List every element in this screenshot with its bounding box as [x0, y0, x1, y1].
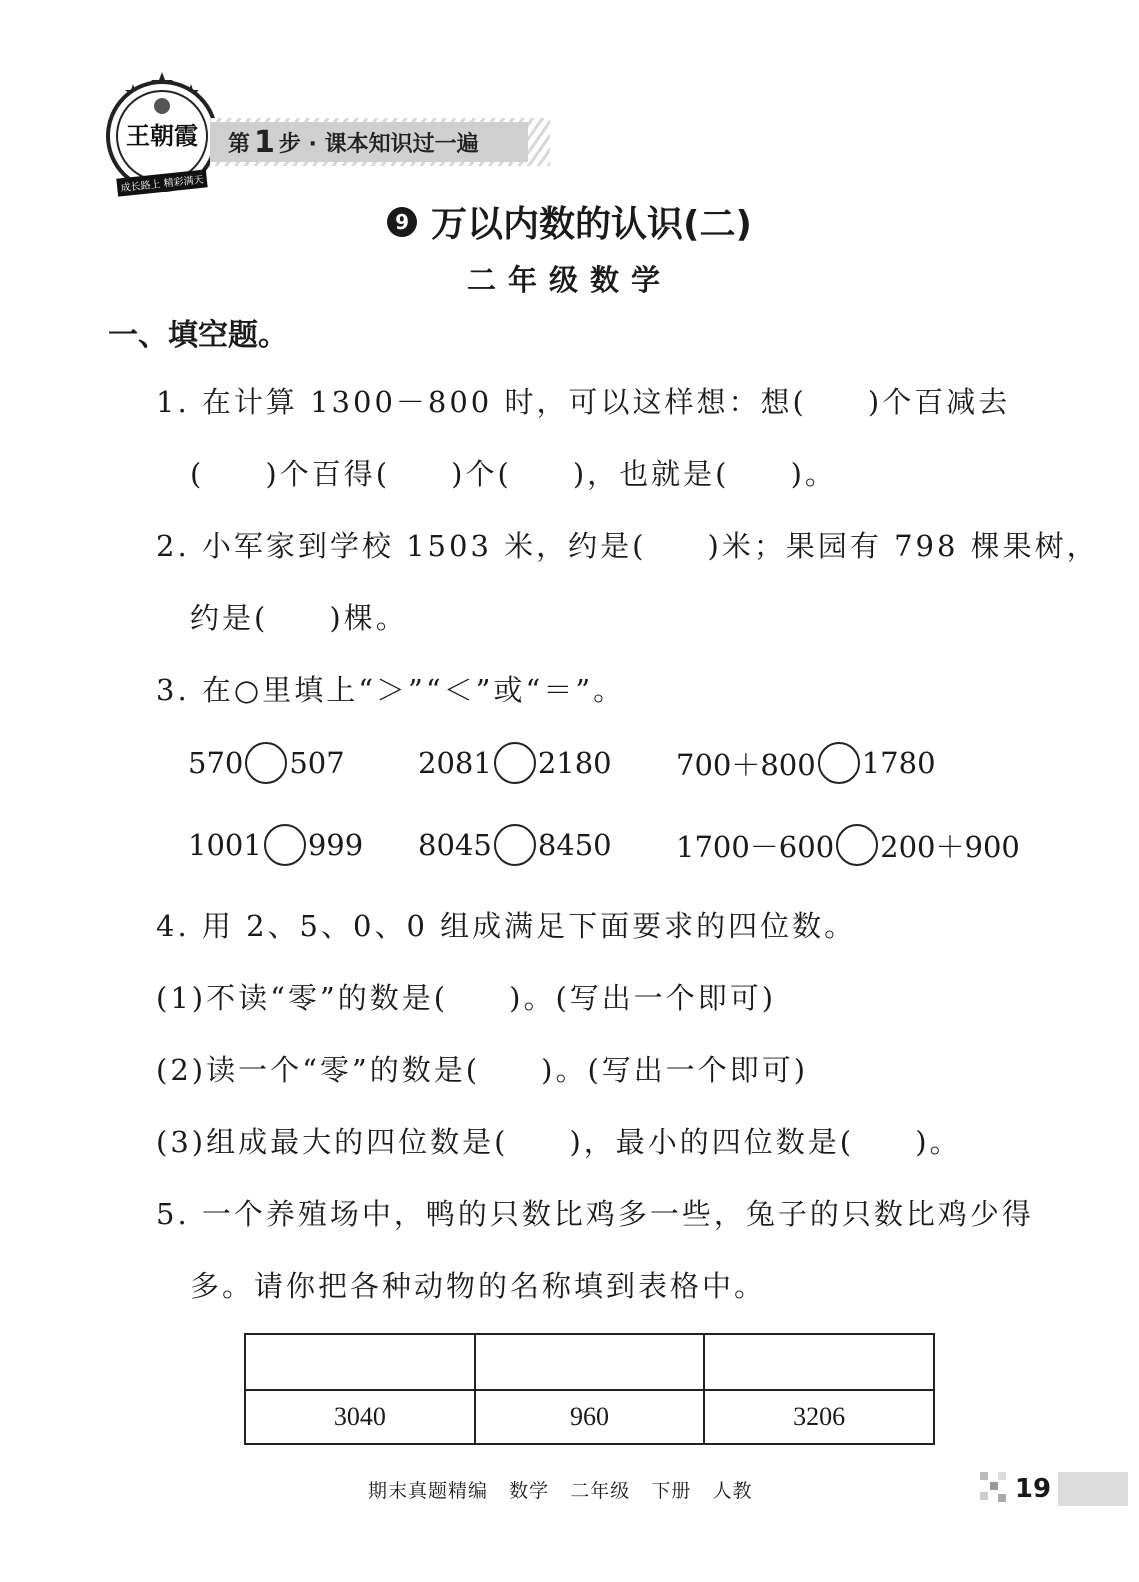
question-2-line-2: 约是( )棵。	[190, 601, 408, 635]
step-number: 1	[254, 124, 275, 160]
answer-circle[interactable]	[836, 824, 878, 866]
answer-circle[interactable]	[264, 824, 306, 866]
table-cell: 960	[475, 1390, 704, 1444]
comparison-left: 2081	[418, 746, 492, 780]
comparison-item	[418, 824, 612, 866]
comparison-left: 700＋800	[676, 747, 816, 782]
section-title: 一、填空题。	[108, 318, 288, 353]
step-label: 步 · 课本知识过一遍	[278, 131, 479, 157]
table-cell-input[interactable]	[245, 1334, 475, 1390]
comparison-item	[676, 824, 1020, 866]
question-4: 4. 用 2、5、0、0 组成满足下面要求的四位数。	[156, 909, 857, 943]
step-banner	[210, 118, 550, 166]
comparison-left: 570	[188, 746, 244, 780]
footer-text: 期末真题精编 数学 二年级 下册 人教	[368, 1480, 753, 1502]
comparison-right: 999	[307, 828, 364, 862]
table-row	[245, 1390, 934, 1444]
question-4-part-1: (1)不读“零”的数是( )。(写出一个即可)	[156, 981, 777, 1015]
question-2-line-1: 2. 小军家到学校 1503 米，约是( )米；果园有 798 棵果树，	[156, 529, 1099, 563]
lesson-title-text: 万以内数的认识(二)	[431, 204, 752, 245]
answer-circle[interactable]	[818, 742, 860, 784]
page-decoration	[980, 1472, 1008, 1506]
comparison-left: 1700－600	[676, 829, 835, 864]
answer-circle[interactable]	[494, 824, 536, 866]
lesson-subtitle: 二年级数学	[466, 263, 672, 297]
comparison-right: 200＋900	[880, 829, 1020, 864]
comparison-item	[188, 742, 345, 784]
comparison-right: 8450	[537, 828, 612, 862]
question-5-line-2: 多。请你把各种动物的名称填到表格中。	[190, 1269, 767, 1303]
question-4-part-3: (3)组成最大的四位数是( )，最小的四位数是( )。	[156, 1125, 962, 1159]
svg-text:王朝霞: 王朝霞	[126, 121, 198, 150]
svg-text:成长路上 精彩满天: 成长路上 精彩满天	[120, 174, 205, 195]
page-bar	[1058, 1472, 1128, 1506]
comparison-right: 507	[289, 746, 345, 780]
step-prefix: 第	[228, 131, 251, 157]
lesson-title	[0, 196, 1139, 247]
lesson-number-badge: 9	[387, 207, 417, 237]
page-number: 19	[1008, 1472, 1058, 1506]
comparison-item	[676, 742, 936, 784]
table-row	[245, 1334, 934, 1390]
question-3: 3. 在○里填上“＞”“＜”或“＝”。	[156, 673, 626, 707]
comparison-item	[418, 742, 612, 784]
animal-table	[244, 1333, 935, 1445]
table-cell-input[interactable]	[704, 1334, 934, 1390]
table-cell-input[interactable]	[475, 1334, 704, 1390]
comparison-right: 2180	[537, 746, 612, 780]
comparison-item	[188, 824, 363, 866]
question-5-line-1: 5. 一个养殖场中，鸭的只数比鸡多一些，兔子的只数比鸡少得	[156, 1197, 1034, 1231]
brand-logo	[103, 70, 221, 200]
question-1-line-2: ( )个百得( )个( )，也就是( )。	[190, 457, 837, 491]
answer-circle[interactable]	[245, 742, 287, 784]
table-cell: 3206	[704, 1390, 934, 1444]
comparison-right: 1780	[861, 746, 936, 780]
comparison-left: 8045	[418, 828, 492, 862]
question-1-line-1: 1. 在计算 1300－800 时，可以这样想：想( )个百减去	[156, 385, 1011, 419]
comparison-left: 1001	[188, 828, 262, 862]
table-cell: 3040	[245, 1390, 475, 1444]
answer-circle[interactable]	[494, 742, 536, 784]
question-4-part-2: (2)读一个“零”的数是( )。(写出一个即可)	[156, 1053, 809, 1087]
